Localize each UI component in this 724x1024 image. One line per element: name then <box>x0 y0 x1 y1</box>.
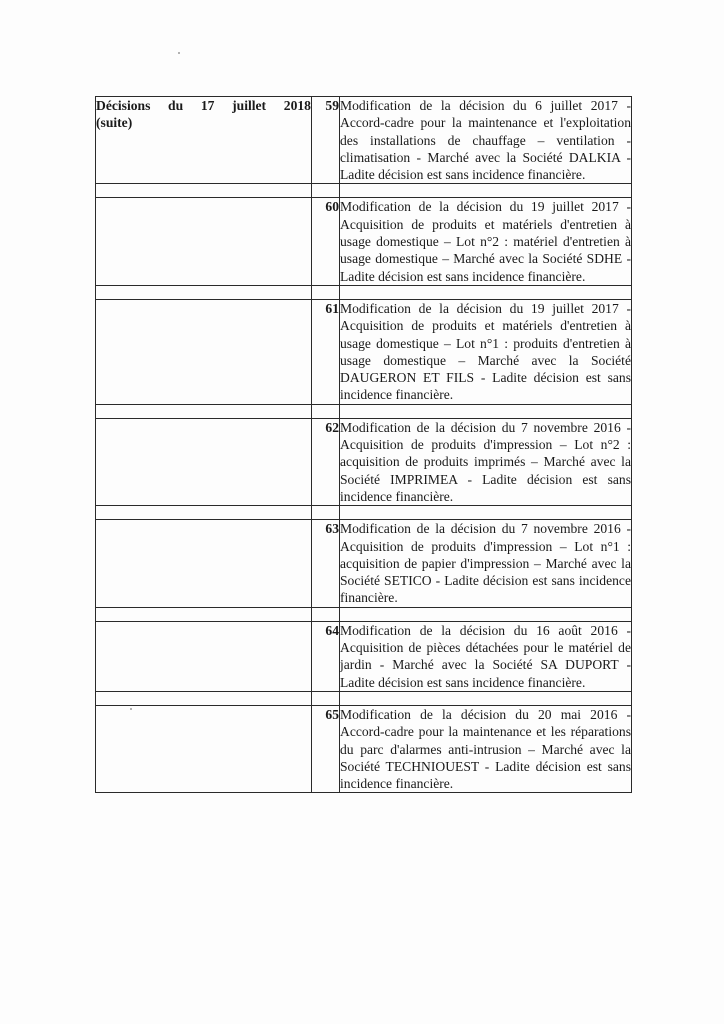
decision-number: 64 <box>312 621 340 691</box>
label-line-1 <box>96 97 311 114</box>
empty-cell <box>340 404 632 418</box>
empty-label-cell <box>96 705 312 792</box>
decisions-table <box>95 96 632 793</box>
spacer-row <box>96 285 632 299</box>
decisions-table-body <box>96 97 632 793</box>
table-row <box>96 520 632 607</box>
empty-cell <box>312 607 340 621</box>
decision-text: Modification de la décision du 7 novembre 2016 - Acquisition de produits d'impression – Lot n°2 : acquisition de produits imprimés – Marché avec la Société IMPRIMEA - Ladite décision est sans incidence financière. <box>340 419 631 504</box>
table-row <box>96 198 632 285</box>
decision-text: Modification de la décision du 7 novembre 2016 - Acquisition de produits d'impression – Lot n°1 : acquisition de papier d'impression – Marché avec la Société SETICO - Ladite décision est sans incidence financière. <box>340 521 631 606</box>
decision-text: Modification de la décision du 16 août 2016 - Acquisition de pièces détachées pour le matériel de jardin - Marché avec la Société SA DUPORT - Ladite décision est sans incidence financière. <box>340 622 631 690</box>
label-word: du <box>168 98 184 113</box>
empty-label-cell <box>96 299 312 404</box>
empty-cell <box>340 607 632 621</box>
empty-cell <box>340 691 632 705</box>
scan-speck <box>178 52 180 54</box>
table-row <box>96 97 632 184</box>
empty-cell <box>96 691 312 705</box>
empty-cell <box>96 285 312 299</box>
empty-label-cell <box>96 621 312 691</box>
empty-cell <box>312 404 340 418</box>
decision-text: Modification de la décision du 20 mai 2016 - Accord-cadre pour la maintenance et les réparations du parc d'alarmes anti-intrusion – Marché avec la Société TECHNIOUEST - Ladite décision est sans incidence financière. <box>340 706 631 792</box>
label-word: 17 <box>200 98 215 113</box>
label-word: 2018 <box>283 98 311 113</box>
label-word: juillet <box>232 98 267 113</box>
empty-cell <box>96 607 312 621</box>
decision-number: 63 <box>312 520 340 607</box>
table-row <box>96 299 632 404</box>
empty-cell <box>96 184 312 198</box>
empty-label-cell <box>96 520 312 607</box>
decision-number: 59 <box>312 97 340 184</box>
spacer-row <box>96 607 632 621</box>
spacer-row <box>96 184 632 198</box>
table-row <box>96 418 632 505</box>
empty-cell <box>340 506 632 520</box>
label-line-2: (suite) <box>96 115 133 131</box>
table-row <box>96 705 632 792</box>
label-word: Décisions <box>96 98 151 113</box>
decisions-date-label <box>96 97 312 184</box>
spacer-row <box>96 506 632 520</box>
empty-cell <box>96 404 312 418</box>
empty-cell <box>312 285 340 299</box>
decision-number: 65 <box>312 705 340 792</box>
decision-text: Modification de la décision du 19 juillet 2017 - Acquisition de produits et matériels d'entretien à usage domestique – Lot n°1 : produits d'entretien à usage domestique – Marché avec la Société DAUGERON ET FILS - Ladite décision est sans incidence financière. <box>340 300 631 403</box>
empty-cell <box>312 691 340 705</box>
decision-number: 61 <box>312 299 340 404</box>
empty-label-cell <box>96 198 312 285</box>
table-row <box>96 621 632 691</box>
empty-cell <box>340 285 632 299</box>
decision-number: 62 <box>312 418 340 505</box>
spacer-row <box>96 691 632 705</box>
spacer-row <box>96 404 632 418</box>
decision-text: Modification de la décision du 6 juillet 2017 - Accord-cadre pour la maintenance et l'exploitation des installations de chauffage – ventilation - climatisation - Marché avec la Société DALKIA - Ladite décision est sans incidence financière. <box>340 98 631 183</box>
decision-number: 60 <box>312 198 340 285</box>
empty-label-cell <box>96 418 312 505</box>
empty-cell <box>312 506 340 520</box>
decision-text: Modification de la décision du 19 juillet 2017 - Acquisition de produits et matériels d'entretien à usage domestique – Lot n°2 : matériel d'entretien à usage domestique – Marché avec la Société SDHE - Ladite décision est sans incidence financière. <box>340 199 631 284</box>
empty-cell <box>340 184 632 198</box>
empty-cell <box>312 184 340 198</box>
empty-cell <box>96 506 312 520</box>
